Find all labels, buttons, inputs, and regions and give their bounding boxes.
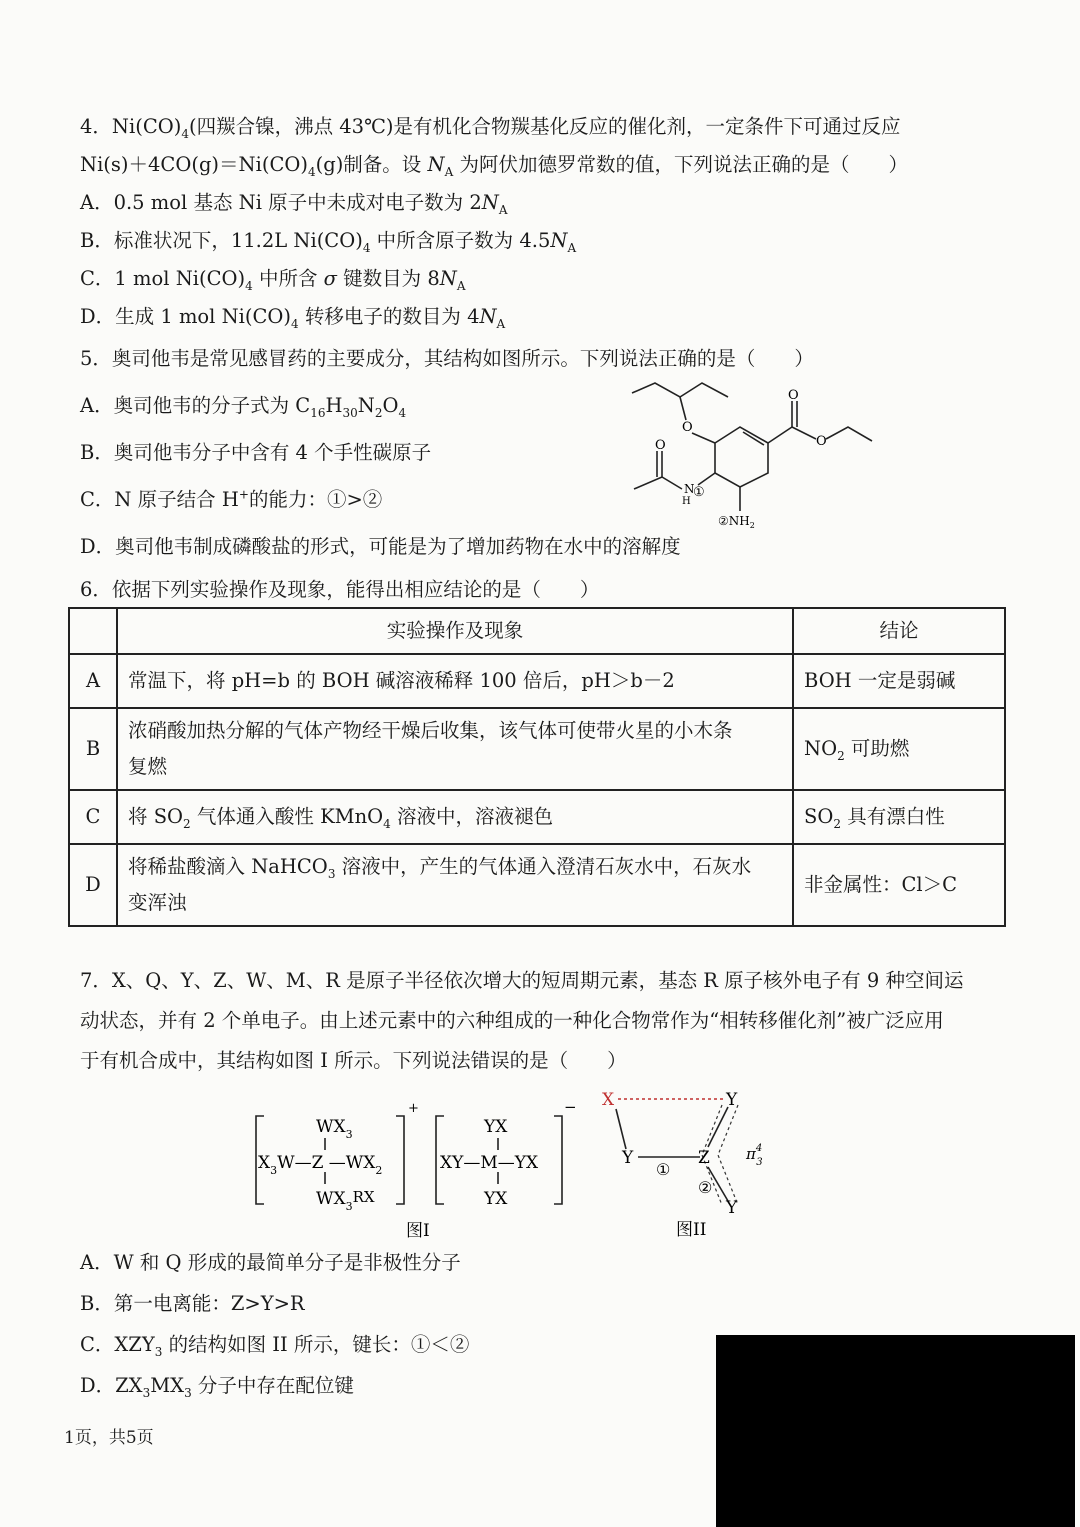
- table-row: [69, 708, 1005, 790]
- anion-middle-row: XY—M—YX: [440, 1153, 539, 1173]
- amide-oxygen: O: [655, 438, 666, 453]
- table-header-blank: [69, 608, 117, 654]
- figure-1-ionic-structure: [248, 1098, 588, 1243]
- anion-top-group: YX: [484, 1117, 508, 1137]
- q4-option-c: C．1 mol $Ni(CO)_4$ 中所含 σ 键数目为 $8N_A$: [80, 267, 466, 293]
- q5-option-c: C．N 原子结合 H+的能力：①>②: [80, 487, 383, 511]
- amide-nitrogen: N: [684, 482, 695, 496]
- experiment-table: [68, 607, 1006, 927]
- row-conclusion: $NO_2$ 可助燃: [793, 708, 1005, 790]
- q6-stem: 6．依据下列实验操作及现象，能得出相应结论的是（ ）: [80, 578, 600, 601]
- q4-option-d: D．生成 1 mol $Ni(CO)_4$ 转移电子的数目为 $4N_A$: [80, 305, 506, 331]
- table-row: [69, 654, 1005, 708]
- row-label: C: [69, 790, 117, 844]
- row-operation: 浓硝酸加热分解的气体产物经干燥后收集，该气体可使带火星的小木条 复燃: [117, 708, 793, 790]
- figure-1-caption: 图I: [406, 1221, 430, 1241]
- ester-carbonyl-oxygen: O: [788, 388, 799, 403]
- figure-2-xzy3-structure: [598, 1085, 778, 1240]
- q5-option-a: A．奥司他韦的分子式为 $C_{16}H_{30}N_2O_4$: [80, 394, 407, 420]
- q5-option-b: B．奥司他韦分子中含有 4 个手性碳原子: [80, 441, 432, 464]
- figure-2-caption: 图II: [676, 1220, 707, 1240]
- row-conclusion: BOH 一定是弱碱: [793, 654, 1005, 708]
- row-operation: 常温下，将 pH=b 的 BOH 碱溶液稀释 100 倍后，pH＞b－2: [117, 654, 793, 708]
- atom-z: Z: [698, 1148, 710, 1168]
- atom-y-bottom: Y: [726, 1198, 738, 1218]
- q4-stem-line2: $Ni(s)+4CO(g)=Ni(CO)_4(g)$制备。设 $N_A$ 为阿伏加德罗常数的值，下列说法正确的是（ ）: [80, 153, 908, 179]
- q4-option-b: B．标准状况下，11.2L $Ni(CO)_4$ 中所含原子数为 $4.5N_A$: [80, 229, 577, 255]
- redaction-block: [716, 1335, 1075, 1527]
- cation-middle-row: $X_3W—Z$ $—WX_2$: [258, 1153, 383, 1177]
- row-label: B: [69, 708, 117, 790]
- bond-mark-2: ②: [698, 1178, 713, 1197]
- q7-option-a: A．W 和 Q 形成的最简单分子是非极性分子: [80, 1251, 461, 1274]
- cation-top-group: $WX_3$: [316, 1117, 353, 1141]
- bond-mark-1: ①: [656, 1160, 671, 1179]
- row-operation: 将 $SO_2$ 气体通入酸性 KMnO$_4$ 溶液中，溶液褪色: [117, 790, 793, 844]
- q7-option-d: D．$ZX_3MX_3$ 分子中存在配位键: [80, 1374, 354, 1400]
- q7-option-b: B．第一电离能：Z>Y>R: [80, 1292, 305, 1315]
- oseltamivir-structure-figure: [620, 375, 890, 535]
- q7-option-c: C．$XZY_3$ 的结构如图 II 所示，键长：①＜②: [80, 1333, 470, 1359]
- pi-bond-label: $\pi^4$ 3: [746, 1143, 763, 1168]
- q7-stem-line3: 于有机合成中，其结构如图 I 所示。下列说法错误的是（ ）: [80, 1049, 627, 1072]
- ester-oxygen: O: [816, 434, 827, 449]
- table-header-operation: 实验操作及现象: [117, 608, 793, 654]
- table-header-row: [69, 608, 1005, 654]
- anion-bottom-group: YX: [484, 1189, 508, 1209]
- anion-charge: −: [564, 1098, 577, 1116]
- nitrogen-mark-1: ①: [693, 485, 705, 500]
- table-row: [69, 844, 1005, 926]
- q7-stem-line1: 7．X、Q、Y、Z、W、M、R 是原子半径依次增大的短周期元素，基态 R 原子核外电子有 9 种空间运: [80, 969, 964, 992]
- ether-oxygen: O: [682, 420, 693, 435]
- cation-charge: +: [408, 1101, 419, 1116]
- q4-stem-line1: 4．$Ni(CO)_4$(四羰合镍，沸点 43℃)是有机化合物羰基化反应的催化剂，一定条件下可通过反应: [80, 115, 901, 141]
- q7-stem-line2: 动状态，并有 2 个单电子。由上述元素中的六种组成的一种化合物常作为“相转移催化剂”被广泛应用: [80, 1009, 944, 1032]
- row-conclusion: 非金属性：Cl＞C: [793, 844, 1005, 926]
- table-header-conclusion: 结论: [793, 608, 1005, 654]
- atom-y-top: Y: [726, 1090, 738, 1110]
- table-row: [69, 790, 1005, 844]
- amide-hydrogen: H: [682, 496, 691, 507]
- q5-stem: 5．奥司他韦是常见感冒药的主要成分，其结构如图所示。下列说法正确的是（ ）: [80, 347, 814, 370]
- cation-bottom-group: $WX_3RX$: [316, 1188, 375, 1213]
- page-footer: 1页，共5页: [64, 1428, 154, 1448]
- row-conclusion: $SO_2$ 具有漂白性: [793, 790, 1005, 844]
- amine-group: $②NH_2$: [718, 514, 755, 530]
- atom-x: X: [602, 1090, 615, 1110]
- row-label: D: [69, 844, 117, 926]
- row-operation: 将稀盐酸滴入 NaHCO$_3$ 溶液中，产生的气体通入澄清石灰水中，石灰水 变浑浊: [117, 844, 793, 926]
- atom-y-left: Y: [622, 1148, 634, 1168]
- q4-option-a: A．0.5 mol 基态 Ni 原子中未成对电子数为 $2N_A$: [80, 191, 508, 217]
- q5-option-d: D．奥司他韦制成磷酸盐的形式，可能是为了增加药物在水中的溶解度: [80, 535, 681, 558]
- row-label: A: [69, 654, 117, 708]
